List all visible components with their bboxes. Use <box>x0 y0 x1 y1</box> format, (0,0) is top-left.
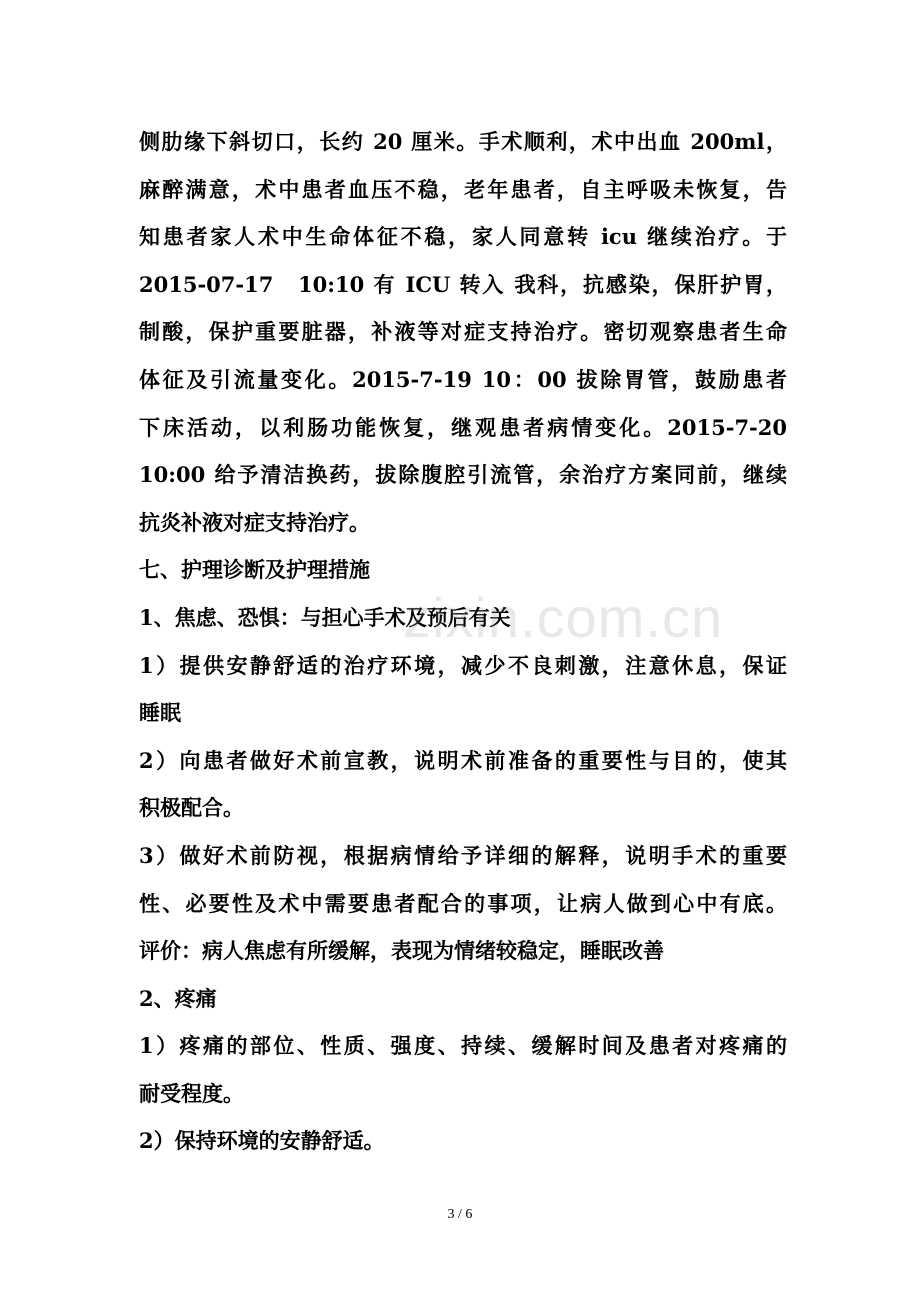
document-body <box>139 118 787 1165</box>
text-line: 下床活动，以利肠功能恢复，继观患者病情变化。2015-7-20 <box>139 414 787 440</box>
text-line: 积极配合。 <box>139 795 244 821</box>
evaluation-line: 评价：病人焦虑有所缓解，表现为情绪较稳定，睡眠改善 <box>139 938 664 964</box>
text-line: 1）疼痛的部位、性质、强度、持续、缓解时间及患者对疼痛的 <box>139 1033 787 1059</box>
text-line: 麻醉满意，术中患者血压不稳，老年患者，自主呼吸未恢复，告 <box>139 176 787 202</box>
nursing-diagnosis-heading: 1、焦虑、恐惧：与担心手术及预后有关 <box>139 604 511 630</box>
nursing-diagnosis-heading: 2、疼痛 <box>139 985 217 1011</box>
text-line: 1）提供安静舒适的治疗环境，减少不良刺激，注意休息，保证 <box>139 652 787 678</box>
watermark: zixin.com.cn <box>403 586 724 649</box>
text-line: 2015-07-17 10:10 有 ICU 转入 我科，抗感染，保肝护胃， <box>139 271 787 297</box>
text-line: 抗炎补液对症支持治疗。 <box>139 509 370 535</box>
section-heading: 七、护理诊断及护理措施 <box>139 557 370 583</box>
text-line: 睡眠 <box>139 700 181 726</box>
text-line: 性、必要性及术中需要患者配合的事项，让病人做到心中有底。 <box>139 890 787 916</box>
text-line: 侧肋缘下斜切口，长约 20 厘米。手术顺利，术中出血 200ml， <box>139 129 787 154</box>
text-line: 制酸，保护重要脏器，补液等对症支持治疗。密切观察患者生命 <box>139 319 787 345</box>
text-line: 2）保持环境的安静舒适。 <box>139 1128 385 1154</box>
text-line: 10:00 给予清洁换药，拔除腹腔引流管，余治疗方案同前，继续 <box>139 462 787 488</box>
text-line: 耐受程度。 <box>139 1080 244 1106</box>
page-number: 3 / 6 <box>447 1207 473 1222</box>
text-line: 3）做好术前防视，根据病情给予详细的解释，说明手术的重要 <box>139 842 787 868</box>
text-line: 知患者家人术中生命体征不稳，家人同意转 icu 继续治疗。于 <box>139 224 787 250</box>
text-line: 体征及引流量变化。2015-7-19 10：00 拔除胃管，鼓励患者 <box>139 366 787 392</box>
text-line: 2）向患者做好术前宣教，说明术前准备的重要性与目的，使其 <box>139 747 787 773</box>
